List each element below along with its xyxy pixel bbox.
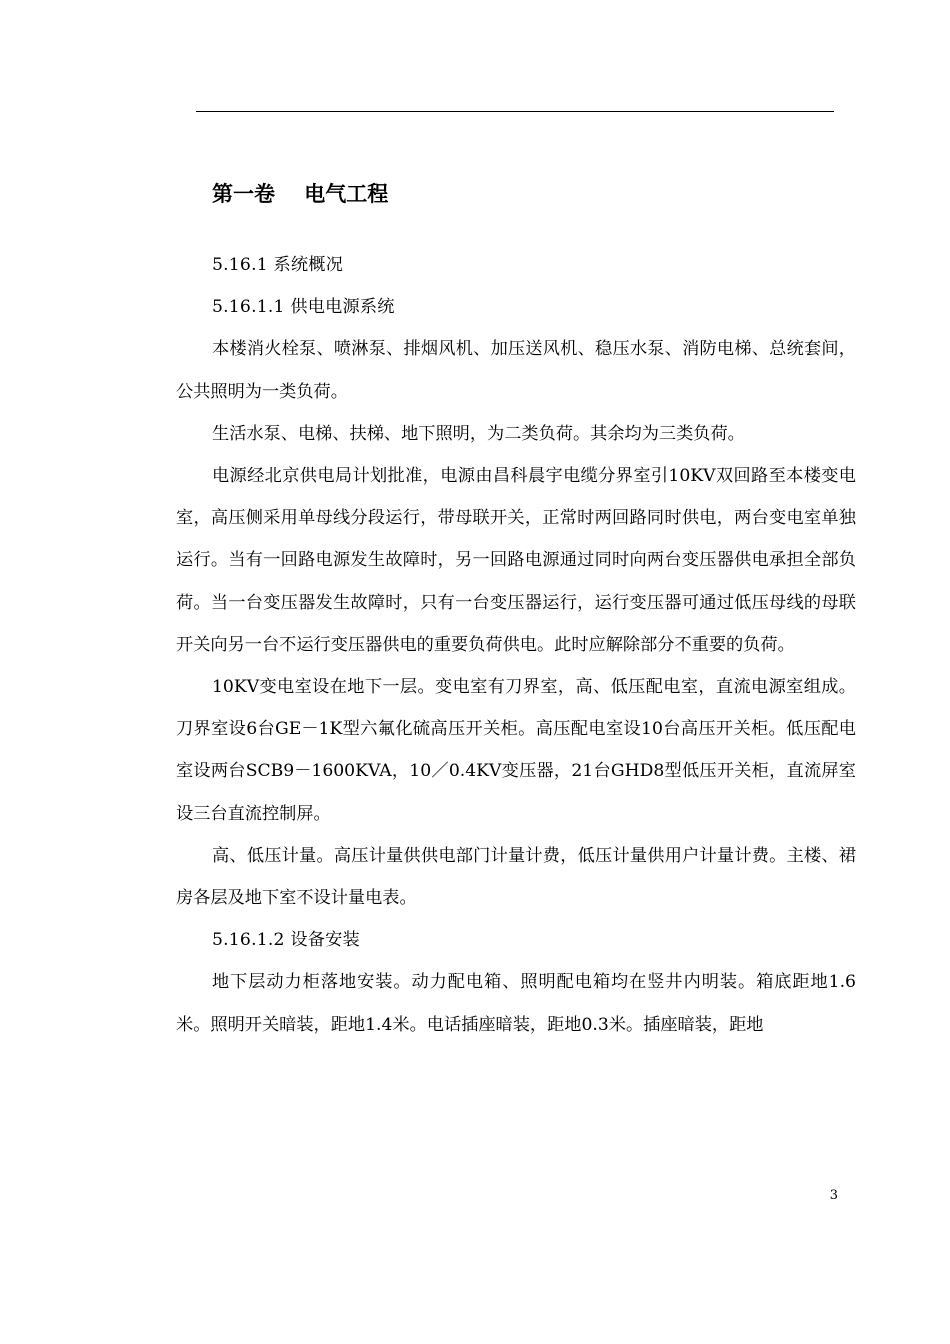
subsection-heading: 5.16.1.2 设备安装 [212,930,360,951]
body-paragraph: 地下层动力柜落地安装。动力配电箱、照明配电箱均在竖井内明装。箱底距地1.6米。照明开关暗装，距地1.4米。电话插座暗装，距地0.3米。插座暗装，距地 [176,972,856,1035]
page-number: 3 [829,1188,838,1203]
volume-title: 第一卷 电气工程 [212,182,389,206]
document-body [176,244,856,1046]
body-paragraph: 电源经北京供电局计划批准，电源由昌科晨宇电缆分界室引10KV双回路至本楼变电室，高压侧采用单母线分段运行，带母联开关，正常时两回路同时供电，两台变电室单独运行。当有一回路电源发生故障时，另一回路电源通过同时向两台变压器供电承担全部负荷。当一台变压器发生故障时，只有一台变压器运行，运行变压器可通过低压母线的母联开关向另一台不运行变压器供电的重要负荷供电。此时应解除部分不重要的负荷。 [176,466,856,655]
header-rule [196,111,834,112]
body-paragraph: 高、低压计量。高压计量供供电部门计量计费，低压计量供用户计量计费。主楼、裙房各层及地下室不设计量电表。 [176,845,856,909]
section-heading: 5.16.1 系统概况 [212,255,344,275]
body-paragraph: 10KV变电室设在地下一层。变电室有刀界室，高、低压配电室，直流电源室组成。刀界室设6台GE－1K型六氟化硫高压开关柜。高压配电室设10台高压开关柜。低压配电室设两台SCB9－1600KVA，10／0.4KV变压器，21台GHD8型低压开关柜，直流屏室设三台直流控制屏。 [176,677,856,824]
body-paragraph: 本楼消火栓泵、喷淋泵、排烟风机、加压送风机、稳压水泵、消防电梯、总统套间，公共照明为一类负荷。 [176,339,856,402]
subsection-heading: 5.16.1.1 供电电源系统 [212,297,395,318]
body-paragraph: 生活水泵、电梯、扶梯、地下照明，为二类负荷。其余均为三类负荷。 [212,423,745,444]
